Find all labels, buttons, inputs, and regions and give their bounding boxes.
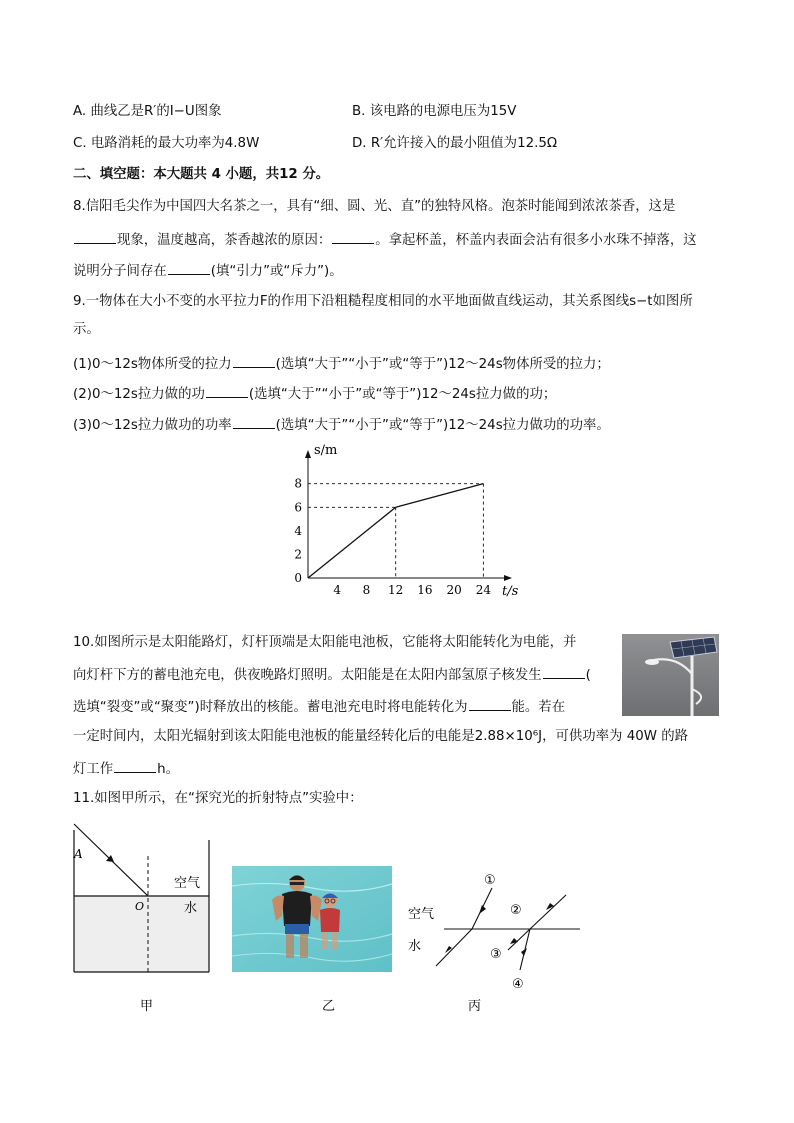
q10-line4: 一定时间内，太阳光辐射到该太阳能电池板的能量经转化后的电能是2.88×10⁶J，可供功率为 40W 的路 [73, 729, 689, 744]
y-axis-arrow [305, 450, 311, 458]
q9-sub2: (2)0～12s拉力做的功 (选填“大于”“小于”或“等于”)12～24s拉力做的功； [73, 383, 556, 405]
caption-yi: 乙 [322, 999, 336, 1014]
q9-blank-1[interactable] [233, 353, 275, 368]
data-segment [396, 484, 484, 508]
ray-label-3: ③ [490, 947, 502, 962]
q11-line1: 11.如图甲所示，在“探究光的折射特点”实验中： [73, 791, 363, 806]
pool-water [232, 866, 392, 972]
x-axis-label: t/s [502, 584, 519, 599]
q8-line1: 8.信阳毛尖作为中国四大名茶之一，具有“细、圆、光、直”的独特风格。泡茶时能闻到浓浓茶香，这是 [73, 199, 676, 214]
q9-line2: 示。 [73, 322, 100, 337]
q7-option-b: B. 该电路的电源电压为15V [352, 104, 517, 119]
y-tick-label: 8 [294, 476, 302, 491]
s-t-chart [280, 440, 520, 605]
q10-line5: 灯工作 h。 [73, 758, 179, 780]
q9-sub1: (1)0～12s物体所受的拉力 (选填“大于”“小于”或“等于”)12～24s物体所受的拉力； [73, 353, 610, 375]
figure-jia-refraction-tank [66, 820, 216, 1020]
figure-bing-ray-diagram [400, 862, 590, 1018]
q7-option-d: D. R′允许接入的最小阻值为12.5Ω [352, 136, 558, 151]
q10-blank-2[interactable] [469, 696, 511, 711]
section-heading: 二、填空题：本大题共 4 小题，共12 分。 [73, 167, 330, 182]
figure-yi-pool-photo [232, 866, 392, 1016]
q8-line3: 说明分子间存在 (填“引力”或“斥力”)。 [73, 260, 343, 282]
x-tick-label: 8 [362, 583, 371, 597]
x-tick-label: 12 [388, 583, 404, 597]
q9-blank-2[interactable] [206, 383, 248, 398]
y-tick-label: 6 [294, 500, 302, 515]
air-label: 空气 [174, 876, 201, 891]
q10-line2: 向灯杆下方的蓄电池充电，供夜晚路灯照明。太阳能是在太阳内部氢原子核发生 ( [73, 664, 591, 686]
ray-label-1: ① [484, 873, 496, 888]
x-tick-label: 24 [475, 583, 492, 597]
q7-option-a: A. 曲线乙是R′的I−U图象 [73, 104, 222, 119]
ray-label-2: ② [510, 903, 522, 918]
water-label: 水 [184, 901, 198, 916]
q10-blank-1[interactable] [543, 664, 585, 679]
q8-blank-2[interactable] [332, 229, 374, 244]
ray-2 [530, 895, 566, 929]
q8-blank-1[interactable] [74, 229, 116, 244]
point-a-label: A [74, 847, 83, 861]
ray-4a [508, 929, 530, 950]
y-tick-label: 0 [294, 571, 302, 585]
q9-blank-3[interactable] [233, 414, 275, 429]
q10-blank-3[interactable] [114, 758, 156, 773]
ray-label-4: ④ [512, 977, 524, 992]
q8-line2: 现象，温度越高，茶香越浓的原因： 。拿起杯盖，杯盖内表面会沾有很多小水珠不掉落，这 [73, 229, 697, 251]
x-tick-label: 16 [417, 583, 433, 597]
solar-street-lamp-photo [622, 634, 719, 716]
y-tick-label: 4 [294, 523, 302, 538]
caption-bing: 丙 [468, 999, 482, 1014]
ray-3 [436, 929, 472, 966]
x-tick-label: 4 [333, 583, 342, 597]
water-label-bing: 水 [408, 939, 422, 954]
caption-jia: 甲 [140, 999, 154, 1014]
q9-sub3: (3)0～12s拉力做功的功率 (选填“大于”“小于”或“等于”)12～24s拉力做功的功率。 [73, 414, 610, 436]
y-axis-label: s/m [314, 443, 338, 458]
q7-option-c: C. 电路消耗的最大功率为4.8W [73, 136, 260, 151]
q9-line1: 9.一物体在大小不变的水平拉力F的作用下沿粗糙程度相同的水平地面做直线运动，其关系图线s−t如图所 [73, 294, 693, 309]
data-segment [308, 507, 396, 578]
air-label-bing: 空气 [408, 907, 435, 922]
q10-line3: 选填“裂变”或“聚变”)时释放出的核能。蓄电池充电时将电能转化为 能。若在 [73, 696, 565, 718]
q8-blank-3[interactable] [168, 260, 210, 275]
q10-line1: 10.如图所示是太阳能路灯，灯杆顶端是太阳能电池板，它能将太阳能转化为电能，并 [73, 635, 577, 650]
point-o-label: O [135, 900, 145, 913]
y-tick-label: 2 [294, 547, 302, 562]
x-tick-label: 20 [446, 583, 462, 597]
x-axis-arrow [504, 575, 512, 581]
